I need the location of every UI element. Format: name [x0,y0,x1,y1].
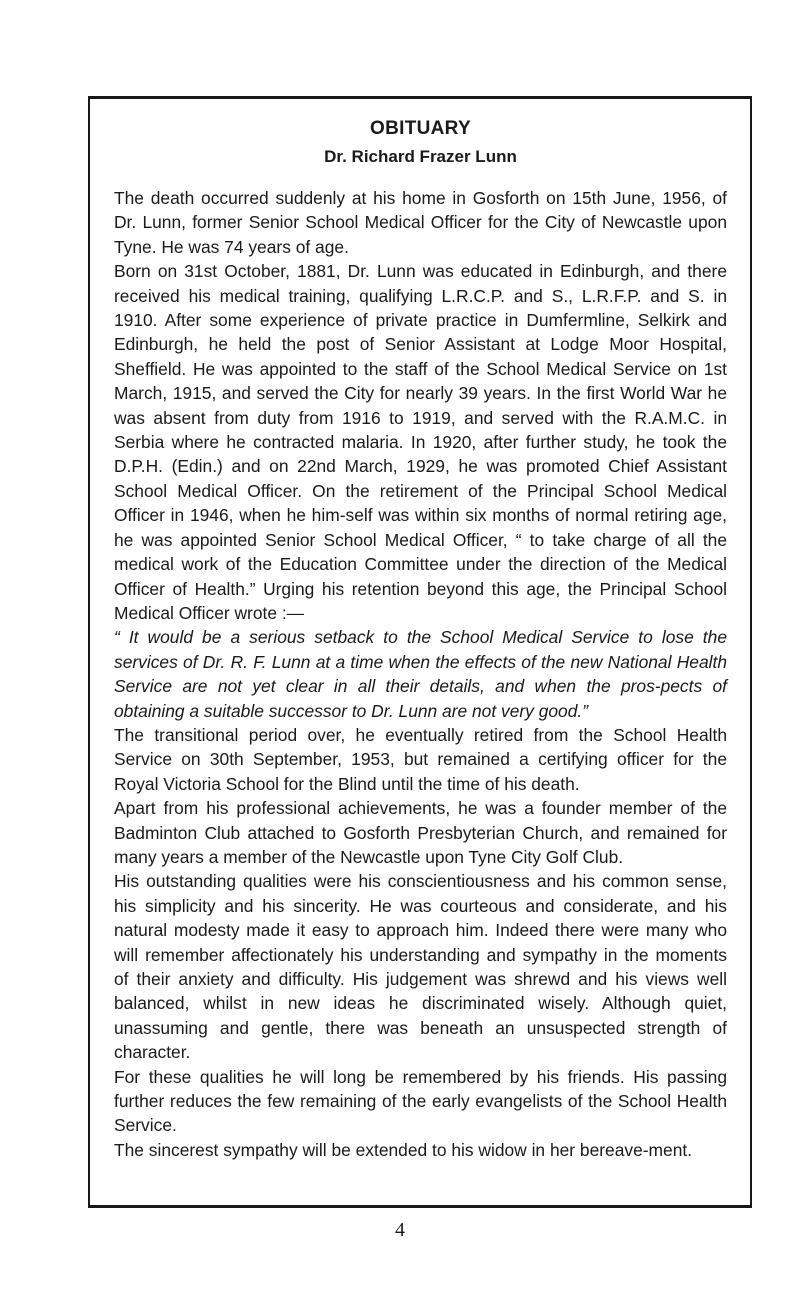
paragraph-club-memberships: Apart from his professional achievements, he was a founder member of the Badminton Club attached to Gosforth Presbyterian Church, and remained for many years a member of the Newcastle upon Tyne City Golf Club. [114,798,727,867]
obituary-subject-name: Dr. Richard Frazer Lunn [324,147,517,166]
page-title: OBITUARY [370,118,471,139]
paragraph-remembrance: For these qualities he will long be remembered by his friends. His passing further reduces the few remaining of the early evangelists of the School Health Service. [114,1066,727,1136]
paragraph-sympathy: The sincerest sympathy will be extended to his widow in her bereave-ment. [114,1139,693,1160]
paragraph-death-notice: The death occurred suddenly at his home in Gosforth on 15th June, 1956, of Dr. Lunn, former Senior School Medical Officer for the City of Newcastle upon Tyne. He was 74 years of age. [114,188,727,257]
paragraph-quotation: “ It would be a serious setback to the School Medical Service to lose the services of Dr. R. F. Lunn at a time when the effects of the new National Health Service are not yet clear in all their details, and when the pros-pects of obtaining a suitable successor to Dr. Lunn are not very good.” [114,627,727,721]
paragraph-retirement: The transitional period over, he eventually retired from the School Health Service on 30th September, 1953, but remained a certifying officer for the Royal Victoria School for the Blind until the time of his death. [114,724,727,794]
paragraph-character: His outstanding qualities were his conscientiousness and his common sense, his simplicity and his sincerity. He was courteous and considerate, and his natural modesty made it easy to approach him. Indeed there were many who will remember affectionately his understanding and sympathy in the moments of their anxiety and difficulty. His judgement was shrewd and his views well balanced, whilst in new ideas he discriminated wisely. Although quiet, unassuming and gentle, there was beneath an unsuspected strength of character. [114,871,727,1063]
page-number: 4 [395,1219,405,1241]
obituary-article [114,118,727,1162]
paragraph-career: Born on 31st October, 1881, Dr. Lunn was educated in Edinburgh, and there received his medical training, qualifying L.R.C.P. and S., L.R.F.P. and S. in 1910. After some experience of private practice in Dumfermline, Selkirk and Edinburgh, he held the post of Senior Assistant at Lodge Moor Hospital, Sheffield. He was appointed to the staff of the School Medical Service on 1st March, 1915, and served the City for nearly 39 years. In the first World War he was absent from duty from 1916 to 1919, and served with the R.A.M.C. in Serbia where he contracted malaria. In 1920, after further study, he took the D.P.H. (Edin.) and on 22nd March, 1929, he was promoted Chief Assistant School Medical Officer. On the retirement of the Principal School Medical Officer in 1946, when he him-self was within six months of normal retiring age, he was appointed Senior School Medical Officer, “ to take charge of all the medical work of the Education Committee under the direction of the Medical Officer of Health.” Urging his retention beyond this age, the Principal School Medical Officer wrote :— [114,261,727,623]
